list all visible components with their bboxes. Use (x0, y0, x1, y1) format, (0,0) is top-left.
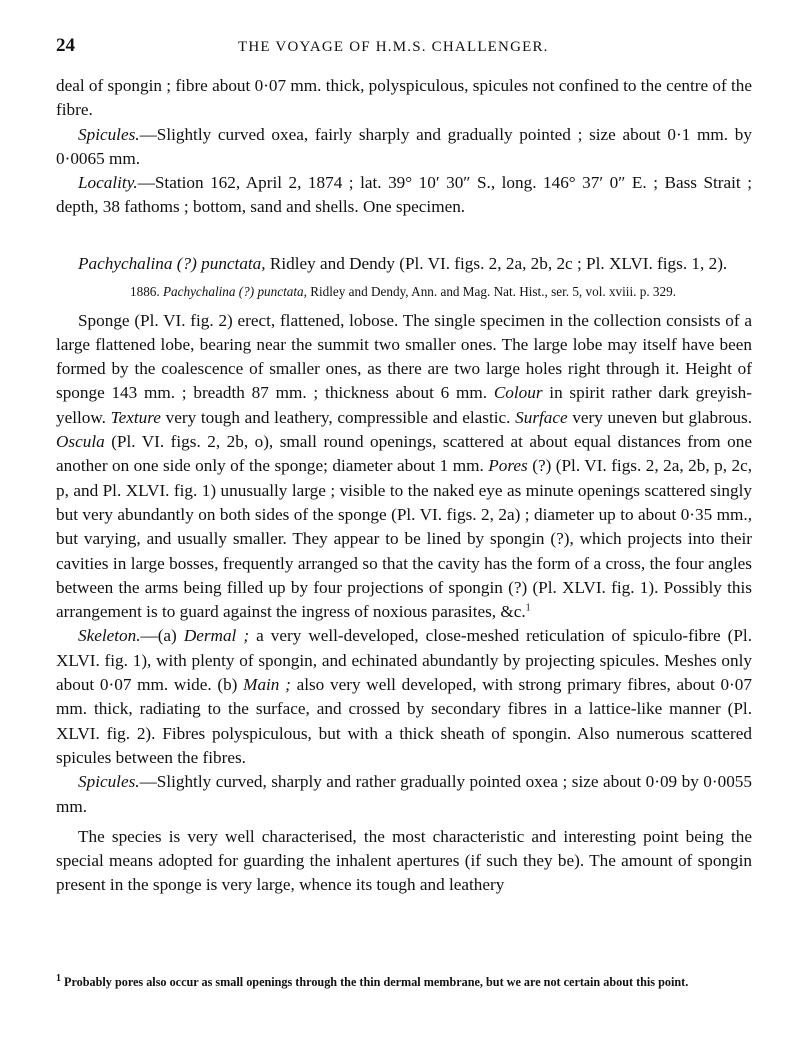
continuation-paragraph: deal of spongin ; fibre about 0·07 mm. thick, polyspiculous, spicules not confined to the centre of the fibre. (56, 76, 752, 120)
skeleton-text-c: also very well developed, with strong primary fibres, about 0·07 mm. thick, radiating to the surface, and crossed by secondary fibres in a lattice-like manner (Pl. XLVI. fig. 2). Fibres polyspiculous, but with a thick sheath of spongin. Also numerous scattered spicules between the fibres. (56, 675, 752, 767)
species-heading (56, 252, 752, 276)
footnote (56, 974, 752, 990)
spicules-paragraph (56, 123, 752, 172)
skeleton-text-a: —(a) (140, 626, 184, 646)
skeleton-label: Skeleton. (78, 626, 141, 646)
locality-label: Locality. (78, 173, 138, 193)
main-label: Main ; (243, 675, 291, 695)
dermal-label: Dermal ; (183, 626, 250, 646)
pores-label: Pores (488, 456, 528, 476)
citation-text: Ridley and Dendy, Ann. and Mag. Nat. Hist., ser. 5, vol. xviii. p. 329. (306, 284, 676, 300)
spicules-label: Spicules. (78, 124, 140, 144)
surface-label: Surface (515, 407, 568, 427)
species-authority: Ridley and Dendy (Pl. VI. figs. 2, 2a, 2b, 2c ; Pl. XLVI. figs. 1, 2). (265, 253, 728, 273)
species-name: Pachychalina (?) punctata, (78, 253, 266, 273)
spicules-text: —Slightly curved oxea, fairly sharply and gradually pointed ; size about 0·1 mm. by 0·0065 mm. (56, 124, 752, 168)
description-text-d: very uneven but glabrous. (567, 407, 752, 427)
footnote-reference[interactable]: 1 (525, 602, 531, 614)
texture-label: Texture (110, 407, 161, 427)
description-text-e: (Pl. VI. figs. 2, 2b, o), small round openings, scattered at about equal distances from one another on one side only of the sponge; diameter about 1 mm. (56, 432, 752, 476)
spicules-label-2: Spicules. (78, 772, 140, 792)
colour-label: Colour (493, 383, 543, 403)
spicules-text-2: —Slightly curved, sharply and rather gradually pointed oxea ; size about 0·09 by 0·0055 mm. (56, 772, 752, 816)
page-number: 24 (56, 35, 75, 56)
oscula-label: Oscula (56, 432, 105, 452)
description-text-a: Sponge (Pl. VI. fig. 2) erect, flattened, lobose. The single specimen in the collection consists of a large flattened lobe, bearing near the summit two smaller ones. The large lobe may itself have been formed by the coalescence of smaller ones, as there are two large holes right through it. Height of sponge 143 mm. ; breadth 87 mm. ; thickness about 6 mm. (56, 310, 752, 403)
page-header (56, 34, 752, 64)
skeleton-text-b: a very well-developed, close-meshed reticulation of spiculo-fibre (Pl. XLVI. fig. 1), with plenty of spongin, and echinated abundantly by projecting spicules. Meshes only about 0·07 mm. wide. (b) (56, 626, 752, 695)
description-text-b: in spirit rather dark greyish-yellow. (56, 383, 752, 427)
footnote-mark: 1 (56, 972, 61, 984)
footnote-text: Probably pores also occur as small openings through the thin dermal membrane, but we are not certain about this point. (61, 975, 689, 989)
running-head: THE VOYAGE OF H.M.S. CHALLENGER. (238, 39, 549, 55)
citation-name: Pachychalina (?) punctata, (162, 284, 307, 300)
description-text-c: very tough and leathery, compressible and elastic. (160, 407, 516, 427)
remarks-paragraph: The species is very well characterised, the most characteristic and interesting point being the special means adopted for guarding the inhalent apertures (if such they be). The amount of spongin present in the sponge is very large, whence its tough and leathery (56, 826, 752, 895)
locality-paragraph (56, 171, 752, 220)
spicules-paragraph-2 (56, 770, 752, 819)
citation-year: 1886. (130, 284, 160, 300)
description-paragraph (56, 309, 752, 625)
section-gap (56, 220, 752, 252)
locality-text: —Station 162, April 2, 1874 ; lat. 39° 10′ 30″ S., long. 146° 37′ 0″ E. ; Bass Strait ; depth, 38 fathoms ; bottom, sand and shells. One specimen. (56, 173, 752, 217)
skeleton-paragraph (56, 624, 752, 770)
synonymy-citation (56, 284, 750, 301)
description-text-f: (?) (Pl. VI. figs. 2, 2a, 2b, p, 2c, p, and Pl. XLVI. fig. 1) unusually large ; visible to the naked eye as minute openings scattered singly but very abundantly on both sides of the sponge (Pl. VI. figs. 2, 2a) ; diameter up to about 0·35 mm., but varying, and usually smaller. They appear to be lined by spongin (?), which projects into their cavities in large bosses, frequently arranged so that the cavity has the form of a cross, the four angles between the arms being filled up by four projections of spongin (?) (Pl. XLVI. fig. 1). Possibly this arrangement is to guard against the ingress of noxious parasites, &c. (56, 456, 752, 622)
